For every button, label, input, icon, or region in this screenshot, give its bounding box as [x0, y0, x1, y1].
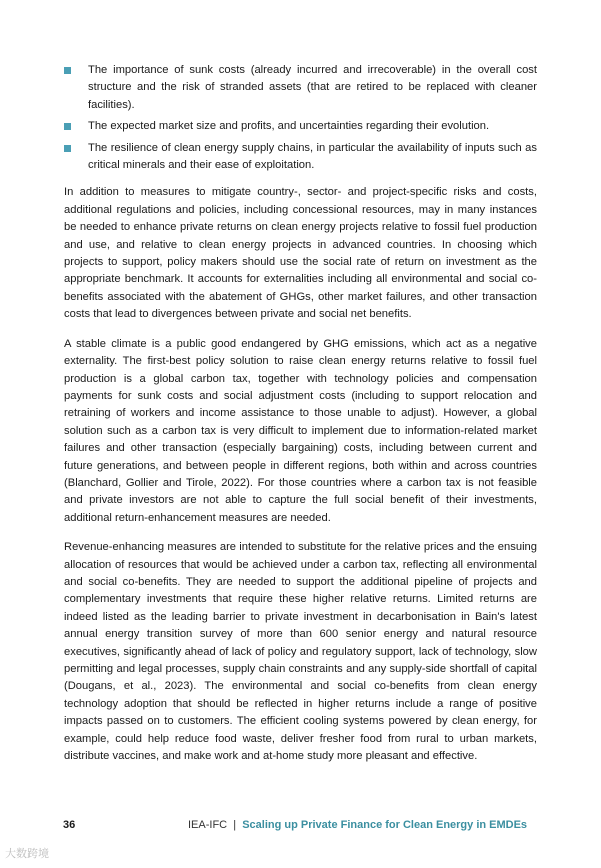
bullet-list: [64, 62, 537, 174]
page-number: 36: [63, 819, 76, 831]
watermark-logo: 大数跨境: [5, 848, 49, 860]
list-item: [64, 140, 537, 175]
list-item: [64, 62, 537, 114]
paragraph: Revenue-enhancing measures are intended to substitute for the relative prices and the ensuing allocation of resources that would be achieved under a carbon tax, reflecting all environmental and social co-benefits. They are needed to support the additional pipeline of projects and complementary investments that require these higher relative returns. Limited returns are indeed listed as the leading barrier to private investment in decarbonisation in Bain's latest annual energy transition survey of more than 600 senior energy and natural resource executives, significantly ahead of lack of policy and regulatory support, lack of technology, slow permitting and legal processes, supply chain constraints and any supply-side shortfall of capital (Dougans, et al., 2023). The environmental and social co-benefits from clean energy technology adoption that should be reflected in higher returns include a range of positive impacts passed on to customers. The efficient cooling systems powered by clean energy, for example, could help reduce food waste, deliver fresher food from rural to urban markets, distribute vaccines, and make work and at-home study more pleasant and effective.: [64, 541, 537, 763]
footer-publisher: IEA-IFC |: [188, 819, 243, 831]
report-title: Scaling up Private Finance for Clean Energy in EMDEs: [242, 819, 528, 831]
square-bullet-icon: [64, 123, 71, 130]
list-item: [64, 118, 537, 135]
footer-title: [188, 819, 527, 831]
paragraph: In addition to measures to mitigate country-, sector- and project-specific risks and costs, additional regulations and policies, including concessional resources, may in many instances be needed to enhance private returns on clean energy projects relative to fossil fuel production and use, and relative to clean energy projects in advanced countries. In choosing which projects to support, policy makers should use the social rate of return on investment as the appropriate benchmark. It accounts for externalities including all environmental and social co-benefits associated with the abatement of GHGs, other market failures, and other transaction costs that lead to divergences between private and social net benefits.: [64, 186, 537, 321]
square-bullet-icon: [64, 67, 71, 74]
page-body: [64, 62, 537, 765]
bullet-text: The expected market size and profits, and uncertainties regarding their evolution.: [88, 120, 490, 133]
square-bullet-icon: [64, 145, 71, 152]
paragraph: A stable climate is a public good endangered by GHG emissions, which act as a negative externality. The first-best policy solution to raise clean energy returns relative to fossil fuel production is a global carbon tax, together with technology policies and compensation payments for sunk costs and social adjustment costs (including to support relocation and retraining of workers and income assistance to those unable to adjust). However, a global solution such as a carbon tax is very difficult to implement due to information-related market failures and other transaction (especially bargaining) costs, including between current and future generations, and between people in different regions, both within and across countries (Blanchard, Gollier and Tirole, 2022). For those countries where a carbon tax is not feasible and private investors are not able to capture the full social benefit of their investments, additional return-enhancement measures are needed.: [64, 337, 537, 524]
bullet-text: The resilience of clean energy supply chains, in particular the availability of inputs such as critical minerals and their ease of exploitation.: [88, 141, 537, 172]
bullet-text: The importance of sunk costs (already incurred and irrecoverable) in the overall cost structure and the risk of stranded assets (that are retired to be replaced with cleaner facilities).: [88, 64, 537, 111]
